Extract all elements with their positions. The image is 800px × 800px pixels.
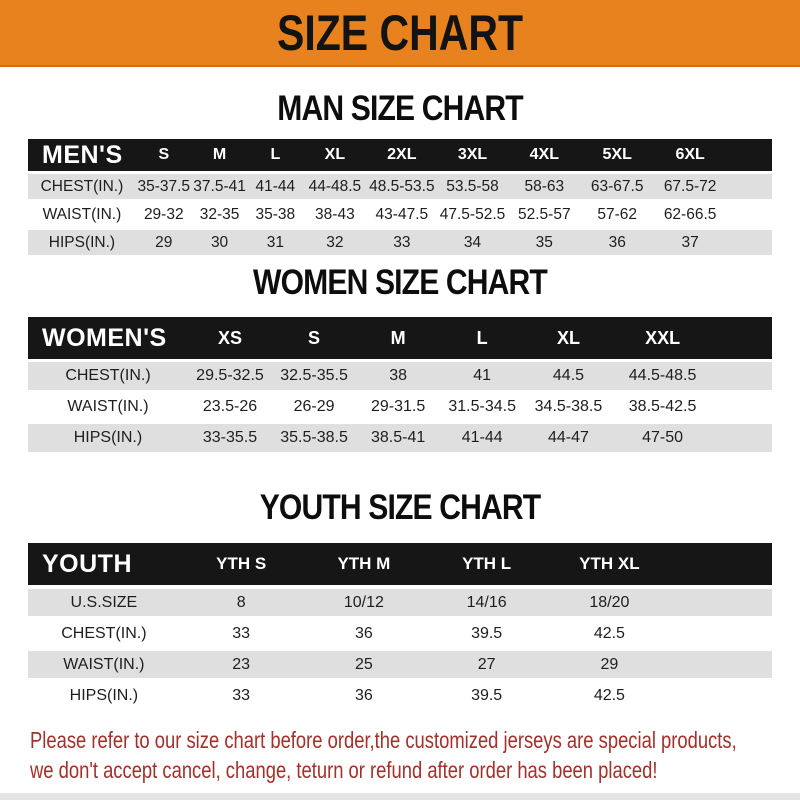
size-value-cell: 53.5-58 [437, 174, 508, 199]
size-value-cell: 41-44 [440, 424, 524, 452]
size-value-cell: 29.5-32.5 [188, 362, 272, 390]
footer-notice [0, 725, 800, 785]
notice-line-2: we don't accept cancel, change, teturn or refund after order has been placed! [30, 757, 658, 783]
size-value-cell: 36 [303, 682, 426, 709]
size-value-cell: 18/20 [548, 589, 671, 616]
row-label: HIPS(IN.) [28, 682, 180, 709]
size-value-cell: 44-48.5 [303, 174, 366, 199]
spacer-cell [671, 682, 772, 709]
size-value-cell: 35.5-38.5 [272, 424, 356, 452]
youth-group-label: YOUTH [28, 543, 180, 585]
spacer-cell [671, 589, 772, 616]
size-value-cell: 29 [548, 651, 671, 678]
size-value-cell: 29-31.5 [356, 393, 440, 421]
size-value-cell: 44.5 [524, 362, 613, 390]
women-section-heading: WOMEN SIZE CHART [253, 263, 547, 302]
size-value-cell: 35-37.5 [136, 174, 192, 199]
men-column-header: 2XL [367, 139, 438, 171]
size-value-cell: 38.5-41 [356, 424, 440, 452]
row-label: WAIST(IN.) [28, 651, 180, 678]
size-value-cell: 33 [180, 620, 303, 647]
size-value-cell: 29 [136, 230, 192, 255]
spacer-cell [712, 424, 772, 452]
men-column-header: 5XL [581, 139, 654, 171]
youth-size-table [28, 539, 772, 713]
row-label: WAIST(IN.) [28, 202, 136, 227]
size-value-cell: 29-32 [136, 202, 192, 227]
size-value-cell: 30 [192, 230, 248, 255]
youth-waist-row [28, 651, 772, 678]
size-value-cell: 41-44 [247, 174, 303, 199]
size-value-cell: 33 [180, 682, 303, 709]
men-column-header: L [247, 139, 303, 171]
men-hips-row [28, 230, 772, 255]
women-header-row [28, 317, 772, 359]
size-value-cell: 37 [654, 230, 727, 255]
size-value-cell: 47.5-52.5 [437, 202, 508, 227]
size-value-cell: 27 [425, 651, 548, 678]
men-waist-row [28, 202, 772, 227]
men-column-header: XL [303, 139, 366, 171]
youth-column-header: YTH S [180, 543, 303, 585]
size-value-cell: 41 [440, 362, 524, 390]
spacer-cell [712, 393, 772, 421]
spacer-cell [671, 651, 772, 678]
size-value-cell: 33 [367, 230, 438, 255]
spacer-cell [712, 317, 772, 359]
men-header-row [28, 139, 772, 171]
size-value-cell: 57-62 [581, 202, 654, 227]
youth-hips-row [28, 682, 772, 709]
row-label: CHEST(IN.) [28, 620, 180, 647]
size-value-cell: 32-35 [192, 202, 248, 227]
size-value-cell: 32.5-35.5 [272, 362, 356, 390]
row-label: HIPS(IN.) [28, 230, 136, 255]
youth-chest-row [28, 620, 772, 647]
size-value-cell: 26-29 [272, 393, 356, 421]
men-column-header: M [192, 139, 248, 171]
size-value-cell: 62-66.5 [654, 202, 727, 227]
size-value-cell: 39.5 [425, 620, 548, 647]
size-value-cell: 35-38 [247, 202, 303, 227]
men-chest-row [28, 174, 772, 199]
size-value-cell: 36 [581, 230, 654, 255]
size-value-cell: 38.5-42.5 [613, 393, 713, 421]
size-value-cell: 8 [180, 589, 303, 616]
women-column-header: XS [188, 317, 272, 359]
size-value-cell: 43-47.5 [367, 202, 438, 227]
spacer-cell [727, 202, 772, 227]
size-value-cell: 38 [356, 362, 440, 390]
size-value-cell: 14/16 [425, 589, 548, 616]
banner-title: SIZE CHART [277, 4, 523, 61]
row-label: WAIST(IN.) [28, 393, 188, 421]
men-column-header: S [136, 139, 192, 171]
size-value-cell: 58-63 [508, 174, 581, 199]
size-value-cell: 52.5-57 [508, 202, 581, 227]
spacer-cell [727, 139, 772, 171]
men-group-label: MEN'S [28, 139, 136, 171]
men-size-table [28, 136, 772, 258]
size-value-cell: 44-47 [524, 424, 613, 452]
size-value-cell: 32 [303, 230, 366, 255]
size-value-cell: 35 [508, 230, 581, 255]
women-chest-row [28, 362, 772, 390]
spacer-cell [727, 174, 772, 199]
size-value-cell: 34.5-38.5 [524, 393, 613, 421]
size-value-cell: 42.5 [548, 682, 671, 709]
women-column-header: M [356, 317, 440, 359]
youth-column-header: YTH M [303, 543, 426, 585]
size-chart-banner [0, 0, 800, 67]
size-value-cell: 44.5-48.5 [613, 362, 713, 390]
size-value-cell: 67.5-72 [654, 174, 727, 199]
men-column-header: 6XL [654, 139, 727, 171]
size-value-cell: 33-35.5 [188, 424, 272, 452]
women-hips-row [28, 424, 772, 452]
women-group-label: WOMEN'S [28, 317, 188, 359]
women-waist-row [28, 393, 772, 421]
women-column-header: XXL [613, 317, 713, 359]
size-value-cell: 31.5-34.5 [440, 393, 524, 421]
size-value-cell: 42.5 [548, 620, 671, 647]
size-value-cell: 31 [247, 230, 303, 255]
spacer-cell [671, 620, 772, 647]
women-column-header: L [440, 317, 524, 359]
bottom-strip [0, 793, 800, 800]
men-column-header: 4XL [508, 139, 581, 171]
youth-ussize-row [28, 589, 772, 616]
spacer-cell [727, 230, 772, 255]
size-value-cell: 23.5-26 [188, 393, 272, 421]
youth-header-row [28, 543, 772, 585]
man-section-heading: MAN SIZE CHART [277, 89, 523, 128]
size-value-cell: 23 [180, 651, 303, 678]
women-size-table [28, 314, 772, 455]
youth-column-header: YTH L [425, 543, 548, 585]
row-label: U.S.SIZE [28, 589, 180, 616]
size-value-cell: 34 [437, 230, 508, 255]
spacer-cell [671, 543, 772, 585]
row-label: CHEST(IN.) [28, 174, 136, 199]
row-label: HIPS(IN.) [28, 424, 188, 452]
men-column-header: 3XL [437, 139, 508, 171]
size-value-cell: 10/12 [303, 589, 426, 616]
youth-section-heading: YOUTH SIZE CHART [259, 488, 541, 527]
size-value-cell: 25 [303, 651, 426, 678]
size-value-cell: 39.5 [425, 682, 548, 709]
row-label: CHEST(IN.) [28, 362, 188, 390]
youth-column-header: YTH XL [548, 543, 671, 585]
women-column-header: S [272, 317, 356, 359]
size-value-cell: 38-43 [303, 202, 366, 227]
women-column-header: XL [524, 317, 613, 359]
size-value-cell: 36 [303, 620, 426, 647]
size-value-cell: 37.5-41 [192, 174, 248, 199]
notice-line-1: Please refer to our size chart before order,the customized jerseys are special products, [30, 727, 737, 753]
spacer-cell [712, 362, 772, 390]
size-value-cell: 48.5-53.5 [367, 174, 438, 199]
size-value-cell: 47-50 [613, 424, 713, 452]
size-value-cell: 63-67.5 [581, 174, 654, 199]
